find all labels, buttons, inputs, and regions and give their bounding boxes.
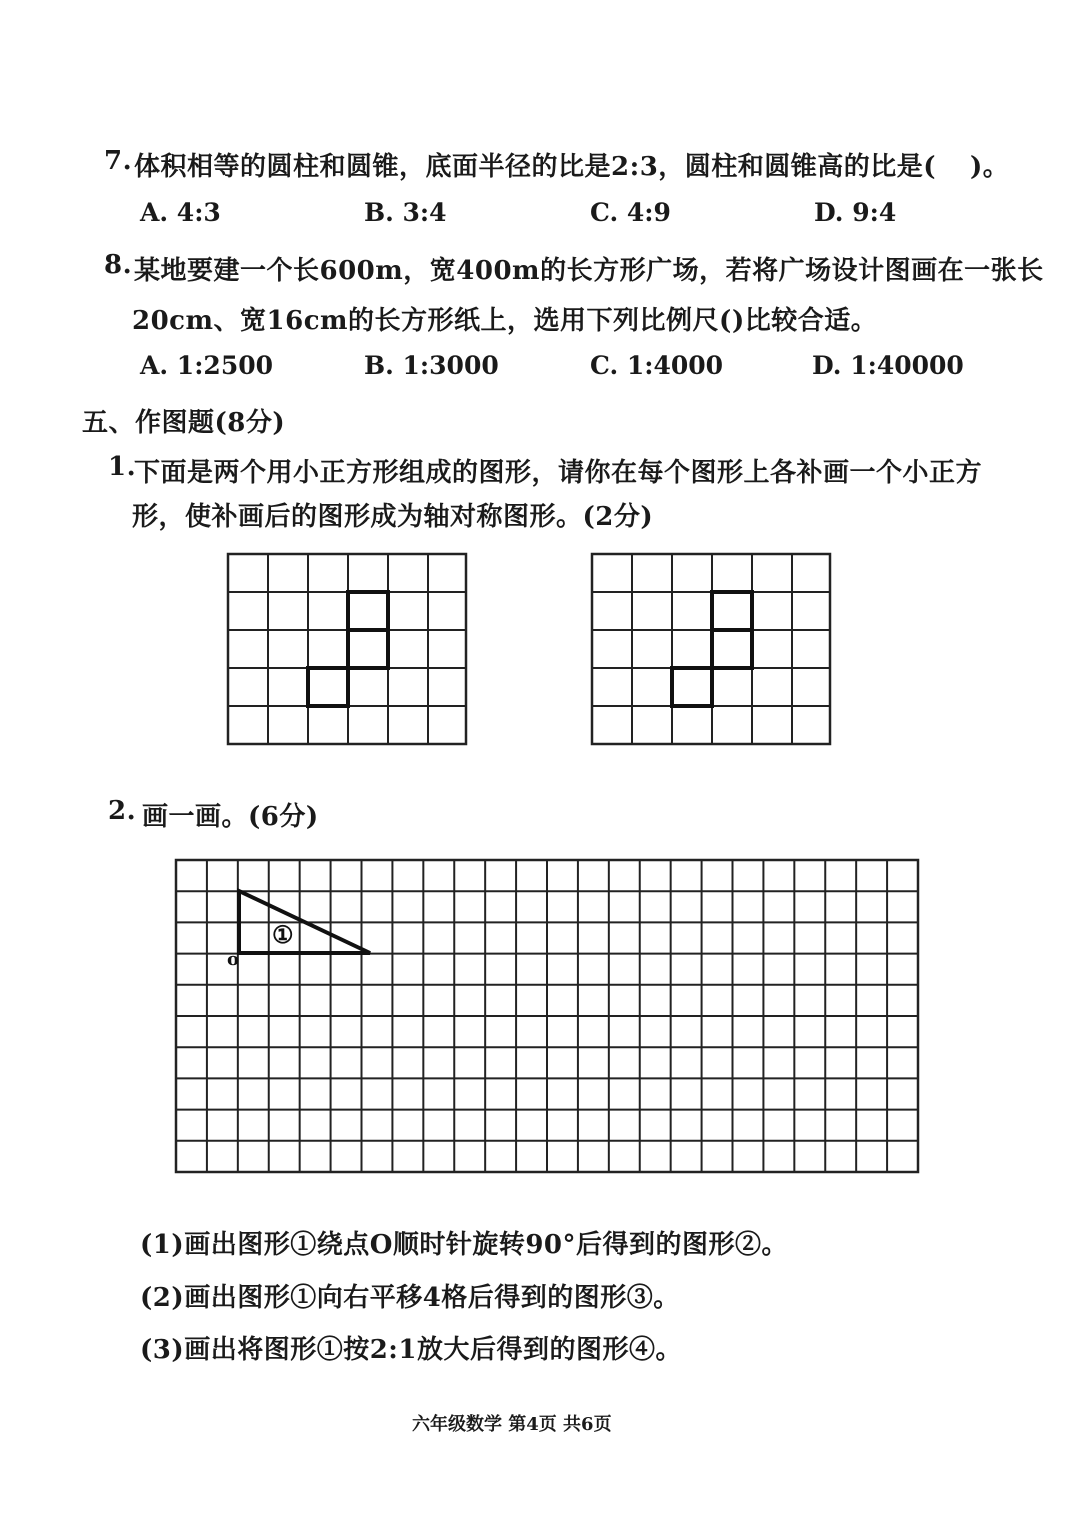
q8-number: 8. bbox=[104, 250, 133, 280]
section5-title: 五、作图题(8分) bbox=[82, 408, 286, 438]
q8-option-b: B. 1:3000 bbox=[364, 351, 499, 380]
s5-p2-task-1: (1)画出图形①绕点O顺时针旋转90°后得到的图形②。 bbox=[140, 1230, 789, 1260]
q7-blank-end: )。 bbox=[970, 152, 1010, 182]
shaded-square bbox=[308, 668, 348, 706]
shaded-square bbox=[348, 592, 388, 630]
q8-text-line2a: 20cm、宽16cm的长方形纸上，选用下列比例尺( bbox=[132, 306, 732, 336]
q8-option-c: C. 1:4000 bbox=[590, 351, 724, 380]
drawing-grid bbox=[172, 856, 922, 1176]
q7-number: 7. bbox=[104, 146, 133, 176]
symmetry-grid-right bbox=[588, 550, 834, 748]
s5-p2-task-2: (2)画出图形①向右平移4格后得到的图形③。 bbox=[140, 1283, 680, 1313]
q8-option-a: A. 1:2500 bbox=[140, 351, 274, 380]
shaded-square bbox=[712, 630, 752, 668]
page-footer: 六年级数学 第4页 共6页 bbox=[412, 1414, 612, 1435]
q7-option-d: D. 9:4 bbox=[814, 198, 897, 227]
s5-p1-line2: 形，使补画后的图形成为轴对称图形。(2分) bbox=[132, 502, 654, 532]
shaded-square bbox=[672, 668, 712, 706]
q8-option-d: D. 1:40000 bbox=[812, 351, 964, 380]
s5-p2-task-3: (3)画出将图形①按2:1放大后得到的图形④。 bbox=[140, 1335, 682, 1365]
s5-p2-number: 2. bbox=[108, 796, 137, 826]
q8-text-line2b: )比较合适。 bbox=[732, 306, 878, 336]
q7-option-a: A. 4:3 bbox=[140, 198, 221, 227]
q7-option-b: B. 3:4 bbox=[364, 198, 447, 227]
q7-option-c: C. 4:9 bbox=[590, 198, 671, 227]
figure-1-label: ① bbox=[272, 920, 294, 949]
shaded-square bbox=[348, 630, 388, 668]
point-o-label: o bbox=[227, 949, 240, 970]
s5-p2-title: 画一画。(6分) bbox=[142, 802, 319, 832]
grid-lines bbox=[176, 860, 918, 1172]
s5-p1-number: 1. bbox=[108, 452, 137, 482]
shaded-square bbox=[712, 592, 752, 630]
q7-text: 体积相等的圆柱和圆锥，底面半径的比是2:3，圆柱和圆锥高的比是( bbox=[134, 152, 937, 182]
q8-text-line1: 某地要建一个长600m，宽400m的长方形广场，若将广场设计图画在一张长 bbox=[134, 256, 1044, 286]
s5-p1-line1: 下面是两个用小正方形组成的图形，请你在每个图形上各补画一个小正方 bbox=[134, 458, 983, 488]
symmetry-grid-left bbox=[224, 550, 470, 748]
